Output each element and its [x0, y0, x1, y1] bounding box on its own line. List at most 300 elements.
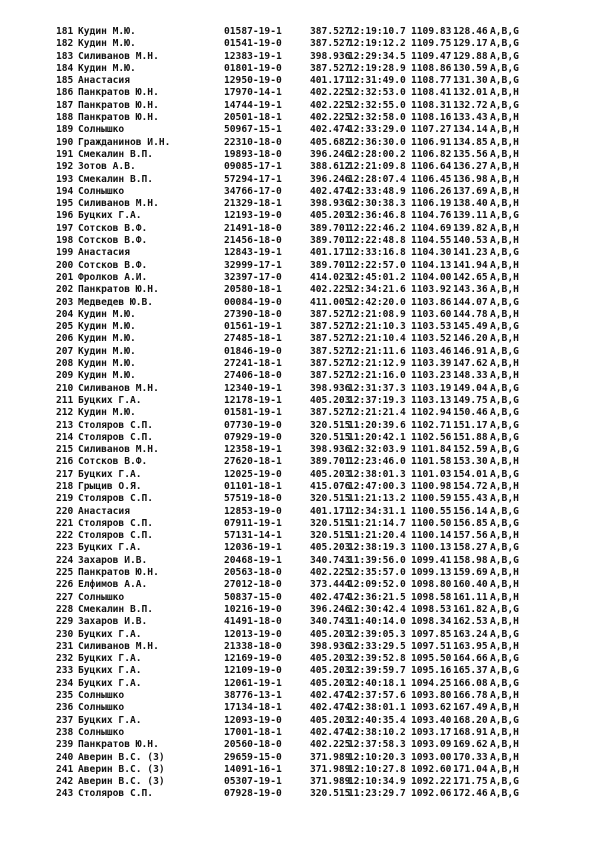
arrival-time: 12:10:34.9 — [348, 776, 406, 788]
points-value: 151.17 — [453, 419, 488, 431]
points-value: 145.49 — [453, 321, 488, 333]
place-number: 220 — [56, 505, 74, 517]
table-row — [0, 407, 600, 419]
points-value: 154.72 — [453, 480, 488, 492]
arrival-time: 12:34:31.1 — [348, 505, 406, 517]
ring-code: 07928-19-0 — [224, 788, 282, 800]
participant-name: Анастасия — [78, 75, 130, 87]
category-flags: A,B,G — [490, 714, 519, 726]
speed-value: 1098.80 — [411, 579, 452, 591]
table-row — [0, 542, 600, 554]
table-row — [0, 481, 600, 493]
results-table — [0, 26, 600, 801]
points-value: 170.33 — [453, 751, 488, 763]
arrival-time: 12:09:52.0 — [348, 579, 406, 591]
ring-code: 21338-18-0 — [224, 640, 282, 652]
category-flags: A,B,H — [490, 185, 519, 197]
category-flags: A,B,H — [490, 493, 519, 505]
points-value: 169.62 — [453, 739, 488, 751]
category-flags: A,B,H — [490, 222, 519, 234]
points-value: 136.98 — [453, 173, 488, 185]
place-number: 195 — [56, 198, 74, 210]
arrival-time: 12:21:09.8 — [348, 161, 406, 173]
place-number: 241 — [56, 763, 74, 775]
participant-name: Панкратов Ю.Н. — [78, 99, 159, 111]
arrival-time: 12:21:08.9 — [348, 308, 406, 320]
table-row — [0, 629, 600, 641]
distance-km: 371.989 — [310, 776, 351, 788]
arrival-time: 12:42:20.0 — [348, 296, 406, 308]
speed-value: 1093.09 — [411, 739, 452, 751]
speed-value: 1098.58 — [411, 591, 452, 603]
points-value: 136.27 — [453, 161, 488, 173]
distance-km: 405.682 — [310, 136, 351, 148]
participant-name: Смекалин В.П. — [78, 603, 154, 615]
arrival-time: 12:22:57.0 — [348, 259, 406, 271]
place-number: 199 — [56, 247, 74, 259]
ring-code: 12178-19-1 — [224, 394, 282, 406]
arrival-time: 12:47:00.3 — [348, 480, 406, 492]
speed-value: 1095.16 — [411, 665, 452, 677]
distance-km: 387.527 — [310, 26, 351, 37]
points-value: 141.94 — [453, 259, 488, 271]
participant-name: Буцких Г.А. — [78, 210, 142, 222]
speed-value: 1106.45 — [411, 173, 452, 185]
category-flags: A,B,G — [490, 62, 519, 74]
arrival-time: 12:32:53.0 — [348, 87, 406, 99]
distance-km: 320.515 — [310, 419, 351, 431]
table-row — [0, 579, 600, 591]
table-row — [0, 665, 600, 677]
participant-name: Панкратов Ю.Н. — [78, 112, 159, 124]
distance-km: 401.171 — [310, 247, 351, 259]
speed-value: 1103.13 — [411, 394, 452, 406]
category-flags: A,B,H — [490, 198, 519, 210]
ring-code: 21491-18-0 — [224, 222, 282, 234]
speed-value: 1103.46 — [411, 345, 452, 357]
category-flags: A,B,G — [490, 431, 519, 443]
participant-name: Кудин М.Ю. — [78, 308, 136, 320]
category-flags: A,B,G — [490, 345, 519, 357]
ring-code: 09085-17-1 — [224, 161, 282, 173]
category-flags: A,B,H — [490, 308, 519, 320]
place-number: 196 — [56, 210, 74, 222]
points-value: 163.95 — [453, 640, 488, 652]
category-flags: A,B,H — [490, 333, 519, 345]
category-flags: A,B,G — [490, 419, 519, 431]
category-flags: A,B,G — [490, 468, 519, 480]
arrival-time: 11:20:42.1 — [348, 431, 406, 443]
category-flags: A,B,H — [490, 739, 519, 751]
speed-value: 1108.77 — [411, 75, 452, 87]
place-number: 231 — [56, 640, 74, 652]
speed-value: 1093.17 — [411, 726, 452, 738]
category-flags: A,B,G — [490, 296, 519, 308]
place-number: 202 — [56, 284, 74, 296]
category-flags: A,B,H — [490, 456, 519, 468]
category-flags: A,B,H — [490, 763, 519, 775]
place-number: 194 — [56, 185, 74, 197]
table-row — [0, 739, 600, 751]
distance-km: 389.701 — [310, 259, 351, 271]
arrival-time: 12:28:07.4 — [348, 173, 406, 185]
arrival-time: 12:39:59.7 — [348, 665, 406, 677]
distance-km: 320.515 — [310, 493, 351, 505]
participant-name: Кудин М.Ю. — [78, 358, 136, 370]
arrival-time: 12:21:16.0 — [348, 370, 406, 382]
place-number: 232 — [56, 653, 74, 665]
points-value: 154.01 — [453, 468, 488, 480]
category-flags: A,B,G — [490, 677, 519, 689]
place-number: 187 — [56, 99, 74, 111]
arrival-time: 12:30:38.3 — [348, 198, 406, 210]
table-row — [0, 788, 600, 800]
arrival-time: 11:20:39.6 — [348, 419, 406, 431]
speed-value: 1104.76 — [411, 210, 452, 222]
place-number: 183 — [56, 50, 74, 62]
table-row — [0, 137, 600, 149]
ring-code: 12093-19-0 — [224, 714, 282, 726]
category-flags: A,B,H — [490, 271, 519, 283]
table-row — [0, 100, 600, 112]
speed-value: 1099.41 — [411, 554, 452, 566]
category-flags: A,B,G — [490, 407, 519, 419]
arrival-time: 12:30:42.4 — [348, 603, 406, 615]
arrival-time: 12:22:46.2 — [348, 222, 406, 234]
arrival-time: 12:33:29.5 — [348, 640, 406, 652]
points-value: 157.56 — [453, 530, 488, 542]
place-number: 203 — [56, 296, 74, 308]
place-number: 225 — [56, 567, 74, 579]
speed-value: 1102.56 — [411, 431, 452, 443]
arrival-time: 12:33:16.8 — [348, 247, 406, 259]
category-flags: A,B,G — [490, 665, 519, 677]
participant-name: Кудин М.Ю. — [78, 26, 136, 37]
points-value: 131.30 — [453, 75, 488, 87]
table-row — [0, 272, 600, 284]
table-row — [0, 38, 600, 50]
participant-name: Буцких Г.А. — [78, 714, 142, 726]
distance-km: 388.612 — [310, 161, 351, 173]
place-number: 218 — [56, 480, 74, 492]
place-number: 192 — [56, 161, 74, 173]
arrival-time: 12:21:10.4 — [348, 333, 406, 345]
ring-code: 12169-19-0 — [224, 653, 282, 665]
category-flags: A,B,G — [490, 394, 519, 406]
participant-name: Анастасия — [78, 505, 130, 517]
ring-code: 19893-18-0 — [224, 148, 282, 160]
speed-value: 1106.82 — [411, 148, 452, 160]
distance-km: 387.527 — [310, 333, 351, 345]
ring-code: 12193-19-0 — [224, 210, 282, 222]
category-flags: A,B,G — [490, 75, 519, 87]
table-row — [0, 752, 600, 764]
distance-km: 398.936 — [310, 198, 351, 210]
place-number: 204 — [56, 308, 74, 320]
distance-km: 402.474 — [310, 702, 351, 714]
arrival-time: 12:37:58.3 — [348, 739, 406, 751]
arrival-time: 12:39:52.8 — [348, 653, 406, 665]
arrival-time: 12:38:01.1 — [348, 702, 406, 714]
participant-name: Столяров С.П. — [78, 788, 154, 800]
category-flags: A,B,H — [490, 751, 519, 763]
speed-value: 1103.52 — [411, 333, 452, 345]
participant-name: Захаров И.В. — [78, 616, 148, 628]
points-value: 158.27 — [453, 542, 488, 554]
points-value: 146.91 — [453, 345, 488, 357]
speed-value: 1104.00 — [411, 271, 452, 283]
place-number: 201 — [56, 271, 74, 283]
speed-value: 1095.50 — [411, 653, 452, 665]
speed-value: 1103.53 — [411, 321, 452, 333]
distance-km: 320.515 — [310, 517, 351, 529]
distance-km: 387.527 — [310, 407, 351, 419]
arrival-time: 12:40:18.1 — [348, 677, 406, 689]
ring-code: 20560-18-0 — [224, 739, 282, 751]
arrival-time: 11:40:14.0 — [348, 616, 406, 628]
category-flags: A,B,H — [490, 616, 519, 628]
speed-value: 1098.53 — [411, 603, 452, 615]
ring-code: 14091-16-1 — [224, 763, 282, 775]
points-value: 139.82 — [453, 222, 488, 234]
table-row — [0, 592, 600, 604]
category-flags: A,B,H — [490, 161, 519, 173]
arrival-time: 11:21:13.2 — [348, 493, 406, 505]
table-row — [0, 653, 600, 665]
place-number: 243 — [56, 788, 74, 800]
table-row — [0, 75, 600, 87]
speed-value: 1103.23 — [411, 370, 452, 382]
speed-value: 1108.31 — [411, 99, 452, 111]
speed-value: 1108.86 — [411, 62, 452, 74]
speed-value: 1103.39 — [411, 358, 452, 370]
points-value: 163.24 — [453, 628, 488, 640]
ring-code: 17134-18-1 — [224, 702, 282, 714]
table-row — [0, 260, 600, 272]
distance-km: 405.203 — [310, 210, 351, 222]
participant-name: Солнышко — [78, 591, 125, 603]
ring-code: 12853-19-0 — [224, 505, 282, 517]
speed-value: 1097.85 — [411, 628, 452, 640]
arrival-time: 11:21:14.7 — [348, 517, 406, 529]
distance-km: 398.936 — [310, 382, 351, 394]
speed-value: 1107.27 — [411, 124, 452, 136]
participant-name: Панкратов Ю.Н. — [78, 87, 159, 99]
place-number: 190 — [56, 136, 74, 148]
speed-value: 1106.26 — [411, 185, 452, 197]
place-number: 208 — [56, 358, 74, 370]
category-flags: A,B,H — [490, 530, 519, 542]
points-value: 165.37 — [453, 665, 488, 677]
category-flags: A,B,G — [490, 776, 519, 788]
table-row — [0, 124, 600, 136]
participant-name: Смекалин В.П. — [78, 173, 154, 185]
points-value: 150.46 — [453, 407, 488, 419]
table-row — [0, 518, 600, 530]
ring-code: 27390-18-0 — [224, 308, 282, 320]
ring-code: 57131-14-1 — [224, 530, 282, 542]
place-number: 193 — [56, 173, 74, 185]
participant-name: Захаров И.В. — [78, 554, 148, 566]
place-number: 206 — [56, 333, 74, 345]
table-row — [0, 469, 600, 481]
distance-km: 401.171 — [310, 75, 351, 87]
place-number: 197 — [56, 222, 74, 234]
ring-code: 10216-19-0 — [224, 603, 282, 615]
participant-name: Панкратов Ю.Н. — [78, 284, 159, 296]
table-row — [0, 678, 600, 690]
arrival-time: 12:35:57.0 — [348, 567, 406, 579]
place-number: 200 — [56, 259, 74, 271]
ring-code: 14744-19-1 — [224, 99, 282, 111]
table-row — [0, 395, 600, 407]
distance-km: 414.023 — [310, 271, 351, 283]
category-flags: A,B,G — [490, 38, 519, 50]
place-number: 221 — [56, 517, 74, 529]
arrival-time: 12:10:20.3 — [348, 751, 406, 763]
participant-name: Силиванов М.Н. — [78, 444, 159, 456]
arrival-time: 12:33:48.9 — [348, 185, 406, 197]
ring-code: 01541-19-0 — [224, 38, 282, 50]
ring-code: 12340-19-1 — [224, 382, 282, 394]
arrival-time: 12:45:01.2 — [348, 271, 406, 283]
points-value: 148.33 — [453, 370, 488, 382]
participant-name: Кудин М.Ю. — [78, 62, 136, 74]
category-flags: A,B,H — [490, 124, 519, 136]
points-value: 168.20 — [453, 714, 488, 726]
ring-code: 17001-18-1 — [224, 726, 282, 738]
category-flags: A,B,H — [490, 87, 519, 99]
arrival-time: 12:33:29.0 — [348, 124, 406, 136]
category-flags: A,B,G — [490, 628, 519, 640]
participant-name: Панкратов Ю.Н. — [78, 739, 159, 751]
ring-code: 29659-15-0 — [224, 751, 282, 763]
distance-km: 415.076 — [310, 480, 351, 492]
place-number: 236 — [56, 702, 74, 714]
table-row — [0, 223, 600, 235]
speed-value: 1106.91 — [411, 136, 452, 148]
participant-name: Аверин В.С. (3) — [78, 776, 165, 788]
ring-code: 17970-14-1 — [224, 87, 282, 99]
place-number: 212 — [56, 407, 74, 419]
arrival-time: 12:36:30.0 — [348, 136, 406, 148]
speed-value: 1093.00 — [411, 751, 452, 763]
points-value: 166.08 — [453, 677, 488, 689]
distance-km: 371.989 — [310, 751, 351, 763]
place-number: 223 — [56, 542, 74, 554]
points-value: 129.88 — [453, 50, 488, 62]
speed-value: 1104.30 — [411, 247, 452, 259]
participant-name: Кудин М.Ю. — [78, 38, 136, 50]
arrival-time: 12:31:37.3 — [348, 382, 406, 394]
points-value: 141.23 — [453, 247, 488, 259]
distance-km: 389.701 — [310, 222, 351, 234]
distance-km: 405.203 — [310, 628, 351, 640]
category-flags: A,B,G — [490, 99, 519, 111]
category-flags: A,B,H — [490, 690, 519, 702]
ring-code: 12025-19-0 — [224, 468, 282, 480]
distance-km: 396.246 — [310, 148, 351, 160]
ring-code: 00084-19-0 — [224, 296, 282, 308]
speed-value: 1100.14 — [411, 530, 452, 542]
arrival-time: 12:19:10.7 — [348, 26, 406, 37]
participant-name: Кудин М.Ю. — [78, 407, 136, 419]
speed-value: 1106.19 — [411, 198, 452, 210]
participant-name: Анастасия — [78, 247, 130, 259]
table-row — [0, 87, 600, 99]
participant-name: Буцких Г.А. — [78, 394, 142, 406]
category-flags: A,B,H — [490, 579, 519, 591]
speed-value: 1102.94 — [411, 407, 452, 419]
table-row — [0, 333, 600, 345]
arrival-time: 12:38:01.3 — [348, 468, 406, 480]
ring-code: 12358-19-1 — [224, 444, 282, 456]
ring-code: 27012-18-0 — [224, 579, 282, 591]
distance-km: 398.936 — [310, 444, 351, 456]
participant-name: Солнышко — [78, 690, 125, 702]
speed-value: 1104.69 — [411, 222, 452, 234]
ring-code: 07911-19-1 — [224, 517, 282, 529]
category-flags: A,B,G — [490, 505, 519, 517]
points-value: 132.01 — [453, 87, 488, 99]
points-value: 168.91 — [453, 726, 488, 738]
participant-name: Смекалин В.П. — [78, 148, 154, 160]
speed-value: 1100.50 — [411, 517, 452, 529]
arrival-time: 12:37:19.3 — [348, 394, 406, 406]
category-flags: A,B,H — [490, 148, 519, 160]
category-flags: A,B,H — [490, 591, 519, 603]
distance-km: 389.701 — [310, 456, 351, 468]
ring-code: 27620-18-1 — [224, 456, 282, 468]
participant-name: Солнышко — [78, 702, 125, 714]
table-row — [0, 444, 600, 456]
arrival-time: 11:23:29.7 — [348, 788, 406, 800]
participant-name: Медведев Ю.В. — [78, 296, 154, 308]
distance-km: 320.515 — [310, 788, 351, 800]
table-row — [0, 420, 600, 432]
table-row — [0, 493, 600, 505]
table-row — [0, 112, 600, 124]
place-number: 198 — [56, 235, 74, 247]
participant-name: Столяров С.П. — [78, 517, 154, 529]
distance-km: 387.527 — [310, 308, 351, 320]
table-row — [0, 297, 600, 309]
place-number: 215 — [56, 444, 74, 456]
distance-km: 402.474 — [310, 185, 351, 197]
table-row — [0, 235, 600, 247]
participant-name: Фролков А.И. — [78, 271, 148, 283]
distance-km: 387.527 — [310, 370, 351, 382]
arrival-time: 12:40:35.4 — [348, 714, 406, 726]
speed-value: 1093.62 — [411, 702, 452, 714]
speed-value: 1102.71 — [411, 419, 452, 431]
distance-km: 402.225 — [310, 87, 351, 99]
points-value: 135.56 — [453, 148, 488, 160]
points-value: 161.82 — [453, 603, 488, 615]
table-row — [0, 456, 600, 468]
distance-km: 340.743 — [310, 616, 351, 628]
distance-km: 387.527 — [310, 321, 351, 333]
place-number: 227 — [56, 591, 74, 603]
table-row — [0, 432, 600, 444]
participant-name: Сотсков В.Ф. — [78, 259, 148, 271]
place-number: 184 — [56, 62, 74, 74]
ring-code: 50837-15-0 — [224, 591, 282, 603]
distance-km: 320.515 — [310, 431, 351, 443]
ring-code: 27241-18-1 — [224, 358, 282, 370]
place-number: 191 — [56, 148, 74, 160]
participant-name: Буцких Г.А. — [78, 628, 142, 640]
